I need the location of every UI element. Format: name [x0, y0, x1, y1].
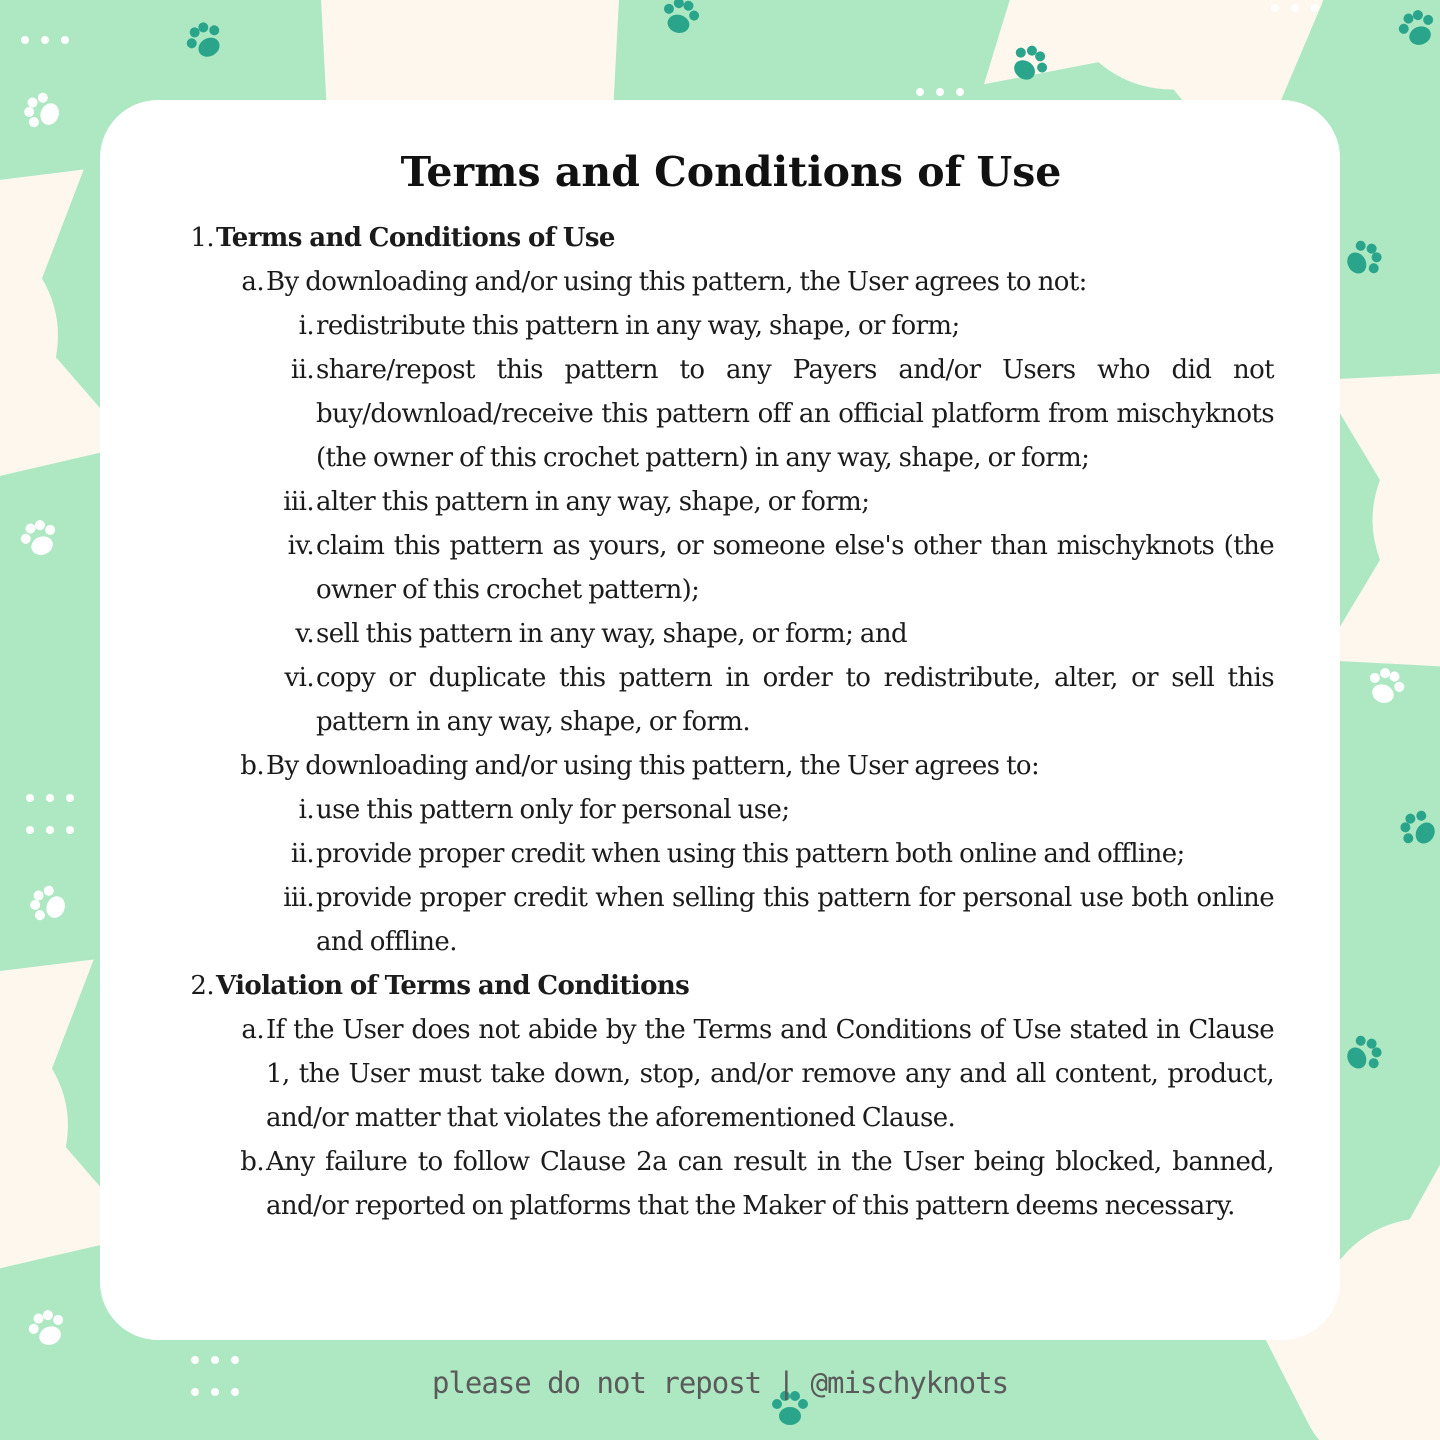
clause-subitem	[188, 612, 1274, 656]
clause-heading	[188, 964, 1274, 1008]
paw-print-icon	[1340, 235, 1387, 283]
item-number: iv.	[287, 531, 314, 561]
item-text: sell this pattern in any way, shape, or form; and	[316, 619, 908, 649]
clause-subitem	[188, 656, 1274, 744]
paw-print-icon	[25, 1306, 70, 1350]
item-text: share/repost this pattern to any Payers and/or Users who did not buy/download/receive this pattern off an official platform from mischyknots (the owner of this crochet pattern) in any way, shape, or form;	[316, 355, 1274, 473]
item-text: If the User does not abide by the Terms and Conditions of Use stated in Clause 1, the User must take down, stop, and/or remove any and all content, product, and/or matter that violates the aforementioned Clause.	[266, 1015, 1274, 1133]
item-number: 2.	[190, 971, 214, 1001]
paw-print-icon	[17, 516, 62, 560]
clause-item	[188, 1140, 1274, 1228]
item-text: By downloading and/or using this pattern, the User agrees to:	[266, 751, 1040, 781]
item-number: vi.	[284, 663, 314, 693]
clause-subitem	[188, 524, 1274, 612]
item-text: Terms and Conditions of Use	[216, 223, 615, 253]
paw-print-icon	[1340, 1030, 1387, 1078]
item-number: 1.	[190, 223, 214, 253]
dot-trail	[916, 88, 964, 96]
dot-trail	[26, 826, 74, 834]
clause-item	[188, 260, 1274, 304]
item-text: Any failure to follow Clause 2a can result in the User being blocked, banned, and/or reported on platforms that the Maker of this pattern deems necessary.	[266, 1147, 1274, 1221]
clause-subitem	[188, 348, 1274, 480]
item-text: provide proper credit when using this pattern both online and offline;	[316, 839, 1185, 869]
item-number: a.	[241, 1015, 264, 1045]
item-text: By downloading and/or using this pattern, the User agrees to not:	[266, 267, 1087, 297]
item-text: Violation of Terms and Conditions	[216, 971, 690, 1001]
paw-print-icon	[1395, 805, 1440, 853]
item-text: redistribute this pattern in any way, shape, or form;	[316, 311, 960, 341]
clause-item	[188, 1008, 1274, 1140]
clause-subitem	[188, 788, 1274, 832]
item-text: copy or duplicate this pattern in order to redistribute, alter, or sell this pattern in any way, shape, or form.	[316, 663, 1274, 737]
item-number: i.	[298, 311, 314, 341]
paw-print-icon	[20, 89, 64, 134]
item-text: claim this pattern as yours, or someone else's other than mischyknots (the owner of this crochet pattern);	[316, 531, 1274, 605]
paw-print-icon	[659, 0, 703, 37]
item-text: alter this pattern in any way, shape, or form;	[316, 487, 870, 517]
paw-print-icon	[1363, 664, 1408, 708]
item-number: b.	[240, 1147, 264, 1177]
item-number: i.	[298, 795, 314, 825]
item-number: ii.	[290, 839, 314, 869]
item-text: use this pattern only for personal use;	[316, 795, 790, 825]
clause-heading	[188, 216, 1274, 260]
dot-trail	[21, 36, 69, 44]
paw-print-icon	[26, 882, 70, 927]
terms-list	[188, 216, 1274, 1228]
item-number: b.	[240, 751, 264, 781]
dot-trail	[26, 794, 74, 802]
terms-card	[100, 100, 1340, 1340]
page-title: Terms and Conditions of Use	[400, 148, 1062, 196]
clause-subitem	[188, 480, 1274, 524]
item-number: ii.	[290, 355, 314, 385]
paw-print-icon	[181, 17, 229, 64]
footer-credit: please do not repost | @mischyknots	[431, 1366, 1009, 1400]
item-number: a.	[241, 267, 264, 297]
item-number: v.	[295, 619, 314, 649]
clause-item	[188, 744, 1274, 788]
clause-subitem	[188, 304, 1274, 348]
clause-subitem	[188, 876, 1274, 964]
clause-subitem	[188, 832, 1274, 876]
paw-print-icon	[1395, 6, 1440, 50]
dot-trail	[191, 1356, 239, 1364]
item-number: iii.	[283, 487, 314, 517]
item-text: provide proper credit when selling this pattern for personal use both online and offline.	[316, 883, 1274, 957]
item-number: iii.	[283, 883, 314, 913]
